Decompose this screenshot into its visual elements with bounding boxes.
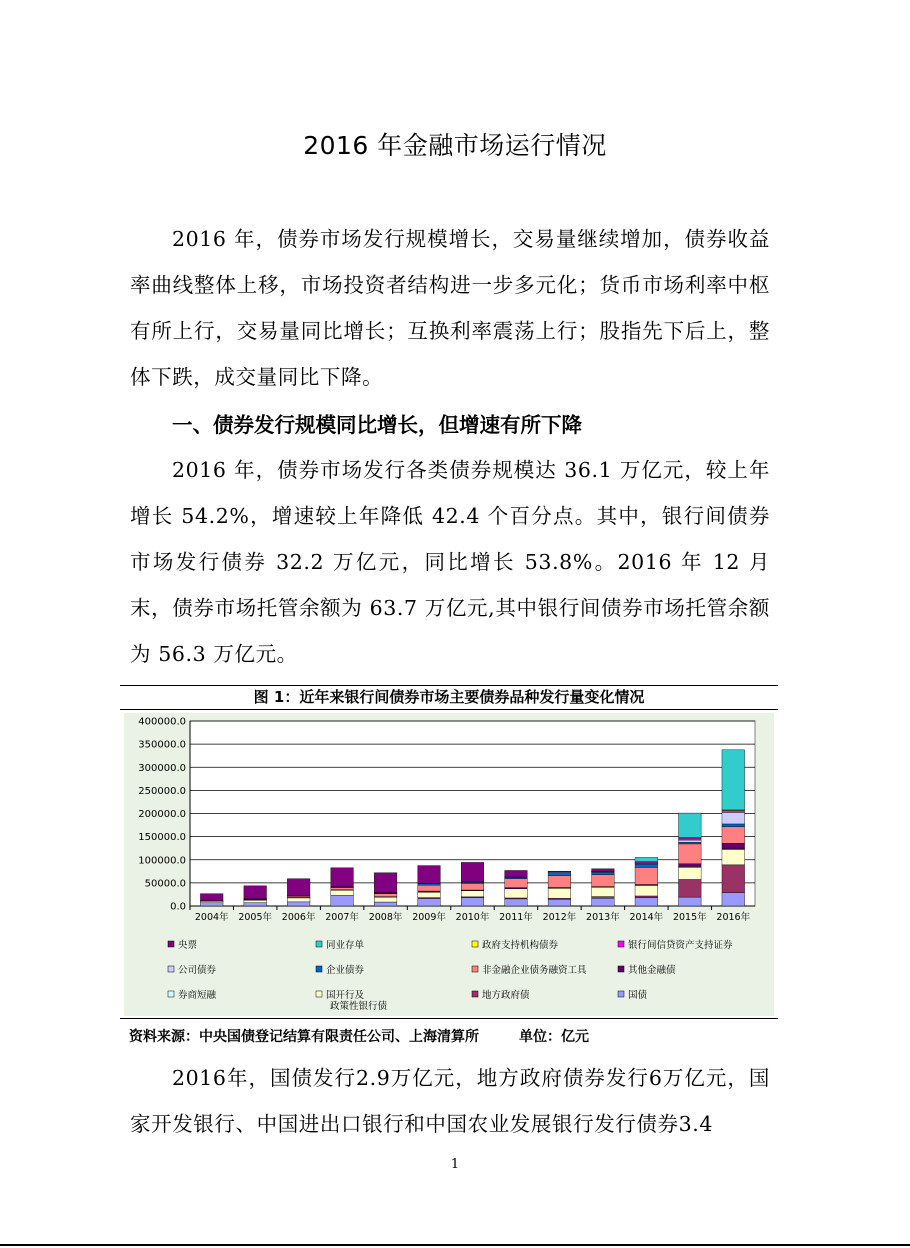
bar-segment: [548, 888, 571, 898]
x-tick-label: 2006年: [281, 912, 316, 923]
bar-segment: [635, 867, 658, 884]
legend-label: 政府支持机构债券: [482, 940, 559, 951]
x-tick-label: 2013年: [586, 912, 620, 923]
legend-label: 券商短融: [178, 990, 217, 1001]
bar-segment: [331, 895, 354, 906]
bar-segment: [722, 843, 745, 849]
y-tick-label: 400000.0: [138, 716, 186, 728]
legend-swatch: [618, 941, 624, 947]
bar-segment: [722, 811, 745, 813]
bar-segment: [418, 866, 441, 884]
x-tick-label: 2012年: [542, 912, 577, 923]
document-title: 2016 年金融市场运行情况: [303, 131, 607, 160]
bar-segment: [461, 898, 484, 906]
x-tick-label: 2007年: [325, 912, 359, 923]
bar-segment: [374, 894, 397, 897]
bar-segment: [679, 897, 702, 906]
bar-segment: [679, 879, 702, 897]
paragraph-government-bonds: 2016年，国债发行2.9万亿元，地方政府债券发行6万亿元，国家开发银行、中国进出口银行和中国农业发展银行发行债券3.4: [130, 1066, 770, 1136]
y-tick-label: 50000.0: [144, 878, 186, 890]
source-label: 资料来源：中央国债登记结算有限责任公司、上海清算所: [129, 1029, 479, 1045]
figure-source: [129, 1026, 769, 1046]
x-tick-label: 2004年: [194, 912, 229, 923]
bar-segment: [200, 894, 223, 901]
bar-segment: [244, 886, 267, 899]
bar-segment: [592, 875, 615, 887]
x-tick-label: 2009年: [412, 912, 446, 923]
bar-segment: [331, 890, 354, 895]
bar-segment: [635, 896, 658, 898]
legend-swatch: [472, 941, 478, 947]
x-tick-label: 2014年: [629, 912, 664, 923]
bar-segment: [374, 897, 397, 902]
bar-segment: [679, 867, 702, 879]
bar-segment: [635, 885, 658, 896]
paragraph-summary: 2016 年，债券市场发行规模增长，交易量继续增加，债券收益率曲线整体上移，市场投资者结构进一步多元化；货币市场利率中枢有所上行，交易量同比增长；互换利率震荡上行；股指先下后上，整体下跌，成交量同比下降。: [130, 227, 770, 389]
legend-label: 企业债券: [326, 965, 365, 976]
legend-label: 政策性银行债: [330, 1001, 388, 1012]
bar-segment: [635, 857, 658, 861]
bar-segment: [635, 864, 658, 867]
bar-segment: [505, 889, 528, 898]
bar-segment: [722, 812, 745, 824]
bar-segment: [418, 899, 441, 906]
bar-segment: [461, 862, 484, 882]
x-tick-label: 2008年: [368, 912, 403, 923]
bar-segment: [505, 870, 528, 877]
bar-segment: [722, 750, 745, 810]
y-tick-label: 250000.0: [138, 785, 186, 797]
bar-segment: [722, 893, 745, 906]
bar-segment: [461, 891, 484, 897]
legend-label: 非金融企业债务融资工具: [482, 965, 587, 976]
bar-segment: [461, 883, 484, 890]
legend-swatch: [168, 991, 174, 997]
legend-label: 银行间信贷资产支持证券: [628, 940, 733, 951]
bar-segment: [592, 897, 615, 899]
bar-segment: [722, 850, 745, 865]
bar-segment: [592, 872, 615, 874]
x-tick-label: 2010年: [455, 912, 490, 923]
legend-swatch: [168, 941, 174, 947]
legend-label: 国开行及: [326, 990, 365, 1001]
bond-issuance-chart: [120, 686, 778, 1020]
bar-segment: [722, 827, 745, 844]
legend-swatch: [168, 966, 174, 972]
legend-label: 同业存单: [326, 940, 365, 951]
bar-segment: [679, 813, 702, 838]
y-tick-label: 100000.0: [138, 855, 186, 867]
x-tick-label: 2005年: [238, 912, 273, 923]
bar-segment: [679, 838, 702, 840]
bar-segment: [331, 868, 354, 887]
y-tick-label: 300000.0: [138, 762, 186, 774]
legend-swatch: [316, 966, 322, 972]
bar-segment: [548, 899, 571, 906]
legend-label: 国债: [628, 990, 648, 1001]
bar-segment: [592, 869, 615, 871]
legend-swatch: [618, 991, 624, 997]
x-tick-label: 2011年: [499, 912, 533, 923]
legend-swatch: [316, 941, 322, 947]
bar-segment: [505, 899, 528, 906]
bar-segment: [287, 898, 310, 902]
page-number: 1: [450, 1157, 460, 1172]
figure-title: 图 1：近年来银行间债券市场主要债券品种发行量变化情况: [120, 686, 778, 710]
y-tick-label: 0.0: [170, 901, 186, 913]
bar-segment: [244, 903, 267, 906]
unit-label: 单位：亿元: [519, 1029, 589, 1045]
bar-segment: [679, 864, 702, 867]
y-tick-label: 150000.0: [138, 832, 186, 844]
bar-segment: [679, 842, 702, 844]
bar-segment: [548, 871, 571, 872]
y-tick-label: 350000.0: [138, 739, 186, 751]
x-tick-label: 2015年: [672, 912, 707, 923]
bar-segment: [592, 887, 615, 896]
bar-segment: [722, 865, 745, 893]
bar-segment: [548, 875, 571, 887]
bar-segment: [635, 898, 658, 906]
bar-segment: [418, 892, 441, 897]
page-bottom-border: [0, 1244, 910, 1246]
bar-segment: [200, 903, 223, 906]
legend-swatch: [316, 991, 322, 997]
legend-label: 其他金融债: [628, 965, 676, 976]
bar-segment: [679, 840, 702, 842]
bar-segment: [287, 902, 310, 906]
x-tick-label: 2016年: [716, 912, 751, 923]
legend-swatch: [472, 966, 478, 972]
bar-segment: [505, 879, 528, 888]
legend-label: 地方政府债: [482, 990, 530, 1001]
figure-1: [120, 685, 778, 1019]
bar-segment: [374, 902, 397, 906]
legend-label: 央票: [178, 940, 198, 951]
paragraph-bond-issuance: 2016 年，债券市场发行各类债券规模达 36.1 万亿元，较上年增长 54.2%，增速较上年降低 42.4 个百分点。其中，银行间债券市场发行债券 32.2 万亿元，同比增长 53.8%。2016 年 12 月末，债券市场托管余额为 63.7 万亿元,其中银行间债券市场托管余额为 56.3 万亿元。: [130, 458, 770, 666]
legend-swatch: [618, 966, 624, 972]
bar-segment: [679, 844, 702, 864]
section-heading: 一、债券发行规模同比增长，但增速有所下降: [172, 413, 582, 437]
bar-segment: [331, 888, 354, 890]
legend-swatch: [472, 991, 478, 997]
bar-segment: [374, 873, 397, 893]
bar-segment: [548, 872, 571, 875]
bar-segment: [418, 885, 441, 891]
bar-segment: [287, 879, 310, 896]
legend-label: 公司债券: [178, 965, 217, 976]
bar-segment: [592, 898, 615, 906]
bar-segment: [722, 824, 745, 827]
y-tick-label: 200000.0: [138, 809, 186, 820]
